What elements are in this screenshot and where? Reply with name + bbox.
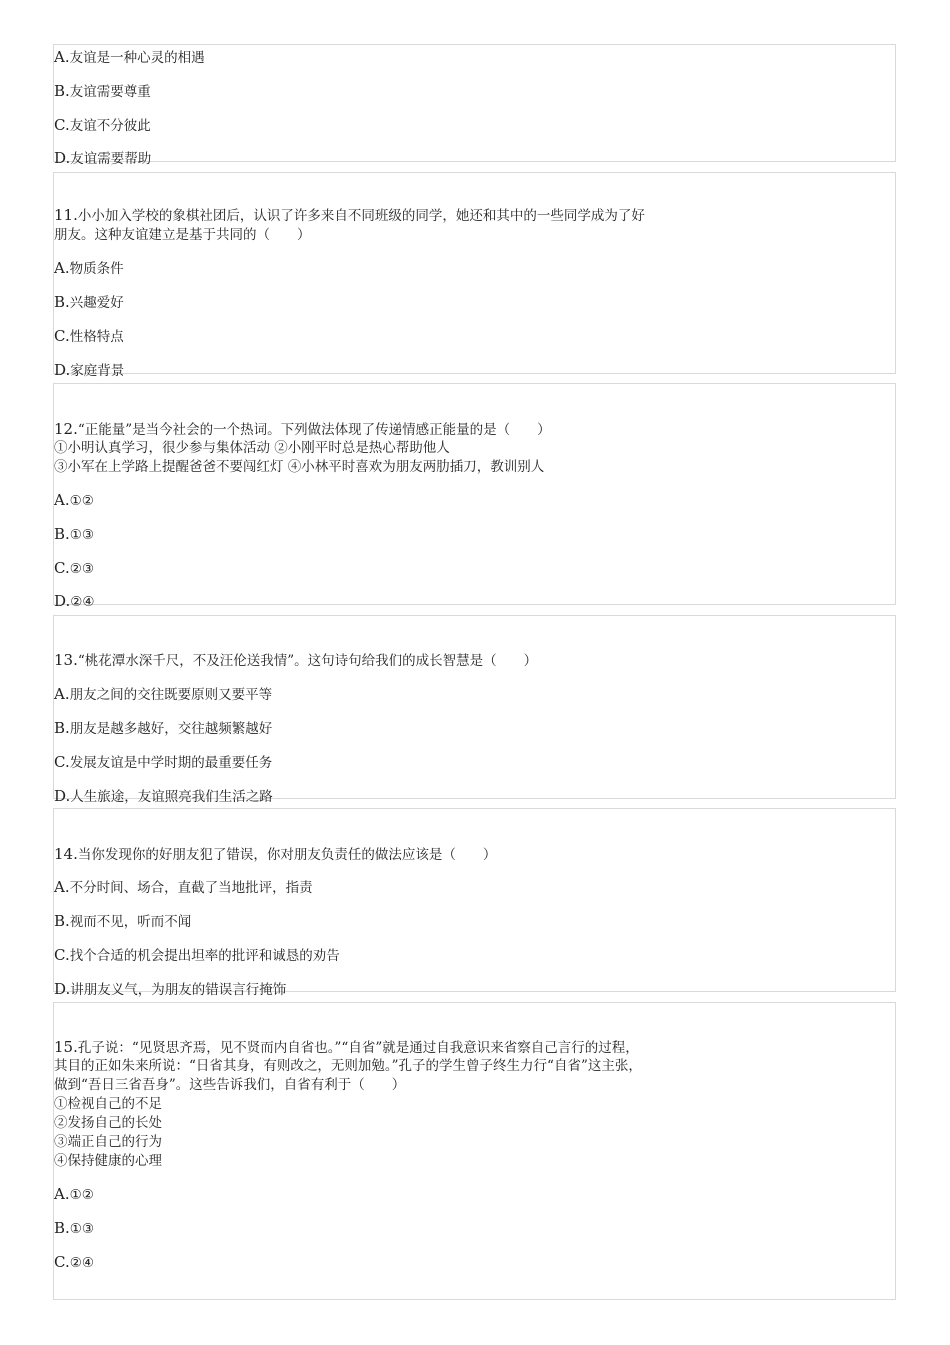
- option-a[interactable]: [54, 878, 313, 897]
- question-text: “桃花潭水深千尺，不及汪伦送我情”。这句诗句给我们的成长智慧是（ ）: [77, 653, 538, 669]
- option-text: 兴趣爱好: [69, 295, 124, 311]
- question-text: “正能量”是当今社会的一个热词。下列做法体现了传递情感正能量的是（ ）: [77, 422, 551, 438]
- option-letter: C.: [54, 753, 70, 771]
- question-stem-line: [54, 845, 496, 864]
- option-b[interactable]: [54, 719, 272, 738]
- question-stem-line: ④保持健康的心理: [54, 1153, 162, 1169]
- option-text: 朋友是越多越好，交往越频繁越好: [69, 721, 273, 737]
- question-number: 11.: [54, 206, 78, 224]
- option-a[interactable]: [54, 491, 94, 510]
- option-letter: B.: [54, 912, 70, 930]
- question-card-10-options: [53, 44, 896, 167]
- option-c[interactable]: [54, 1253, 94, 1272]
- option-letter: A.: [54, 1185, 70, 1203]
- option-text: 不分时间、场合，直截了当地批评，指责: [69, 880, 313, 896]
- option-letter: A.: [54, 491, 70, 509]
- question-card-15: [53, 1002, 896, 1300]
- option-text: 物质条件: [69, 261, 124, 277]
- option-letter: A.: [54, 48, 70, 66]
- option-letter: B.: [54, 1219, 70, 1237]
- question-stem-line: ③小军在上学路上提醒爸爸不要闯红灯 ④小林平时喜欢为朋友两肋插刀，教训别人: [54, 459, 545, 475]
- question-stem-line: ③端正自己的行为: [54, 1134, 162, 1150]
- question-stem-line: [54, 1038, 639, 1057]
- option-text: 友谊是一种心灵的相遇: [69, 50, 205, 66]
- option-d[interactable]: [54, 787, 273, 806]
- question-card-14: [53, 808, 896, 998]
- question-number: 15.: [54, 1038, 78, 1056]
- question-stem-line: [54, 420, 551, 439]
- question-text: 小小加入学校的象棋社团后，认识了许多来自不同班级的同学，她还和其中的一些同学成为了好: [77, 208, 645, 224]
- option-b[interactable]: [54, 912, 191, 931]
- question-number: 14.: [54, 845, 78, 863]
- question-stem-line: [54, 651, 537, 670]
- option-text: 找个合适的机会提出坦率的批评和诚恳的劝告: [69, 948, 340, 964]
- option-text: ①③: [69, 1221, 95, 1237]
- option-text: ①②: [69, 1187, 94, 1203]
- question-card-11: [53, 172, 896, 379]
- option-b[interactable]: [54, 82, 151, 101]
- option-c[interactable]: [54, 116, 151, 135]
- option-text: 友谊不分彼此: [69, 118, 151, 134]
- question-text: 当你发现你的好朋友犯了错误，你对朋友负责任的做法应该是（ ）: [77, 847, 497, 863]
- question-card-12: [53, 383, 896, 610]
- option-letter: C.: [54, 1253, 70, 1271]
- option-c[interactable]: [54, 946, 340, 965]
- option-c[interactable]: [54, 753, 272, 772]
- option-letter: C.: [54, 327, 70, 345]
- option-letter: D.: [54, 361, 71, 379]
- option-letter: D.: [54, 592, 71, 610]
- question-stem-line: 其目的正如朱来所说：“日省其身，有则改之，无则加勉。”孔子的学生曾子终生力行“自省”这主张，: [54, 1058, 642, 1074]
- option-letter: D.: [54, 149, 71, 167]
- option-text: 性格特点: [69, 329, 124, 345]
- option-letter: A.: [54, 878, 70, 896]
- option-text: ②③: [69, 561, 94, 577]
- option-letter: B.: [54, 82, 70, 100]
- question-stem-line: 朋友。这种友谊建立是基于共同的（ ）: [54, 227, 311, 243]
- question-stem-line: 做到“吾日三省吾身”。这些告诉我们，自省有利于（ ）: [54, 1077, 406, 1093]
- option-letter: B.: [54, 719, 70, 737]
- option-letter: B.: [54, 525, 70, 543]
- question-number: 13.: [54, 651, 78, 669]
- option-text: ①②: [69, 493, 94, 509]
- option-c[interactable]: [54, 559, 94, 578]
- option-a[interactable]: [54, 685, 272, 704]
- option-text: ①③: [69, 527, 95, 543]
- question-text: 孔子说：“见贤思齐焉，见不贤而内自省也。”“自省”就是通过自我意识来省察自己言行的过程，: [77, 1040, 639, 1056]
- question-number: 12.: [54, 420, 78, 438]
- option-letter: D.: [54, 980, 71, 998]
- option-d[interactable]: [54, 592, 94, 611]
- question-stem-line: ①检视自己的不足: [54, 1096, 162, 1112]
- option-letter: A.: [54, 259, 70, 277]
- option-letter: A.: [54, 685, 70, 703]
- option-text: 朋友之间的交往既要原则又要平等: [69, 687, 273, 703]
- question-stem-line: [54, 206, 645, 225]
- option-text: ②④: [70, 594, 95, 610]
- question-stem-line: ②发扬自己的长处: [54, 1115, 162, 1131]
- option-text: 人生旅途，友谊照亮我们生活之路: [70, 789, 273, 805]
- option-text: 讲朋友义气，为朋友的错误言行掩饰: [70, 982, 287, 998]
- option-b[interactable]: [54, 1219, 94, 1238]
- option-letter: C.: [54, 946, 70, 964]
- option-d[interactable]: [54, 980, 286, 999]
- option-a[interactable]: [54, 48, 205, 67]
- option-letter: C.: [54, 559, 70, 577]
- option-c[interactable]: [54, 327, 124, 346]
- option-text: 友谊需要尊重: [69, 84, 151, 100]
- option-a[interactable]: [54, 259, 124, 278]
- option-b[interactable]: [54, 525, 94, 544]
- option-letter: C.: [54, 116, 70, 134]
- option-text: 视而不见，听而不闻: [69, 914, 192, 930]
- question-card-13: [53, 615, 896, 805]
- option-text: 发展友谊是中学时期的最重要任务: [69, 755, 273, 771]
- question-stem-line: ①小明认真学习，很少参与集体活动 ②小刚平时总是热心帮助他人: [54, 440, 450, 456]
- option-letter: D.: [54, 787, 71, 805]
- option-text: ②④: [69, 1255, 94, 1271]
- option-d[interactable]: [54, 361, 124, 380]
- option-text: 家庭背景: [70, 363, 125, 379]
- option-d[interactable]: [54, 149, 151, 168]
- option-text: 友谊需要帮助: [70, 151, 152, 167]
- option-letter: B.: [54, 293, 70, 311]
- option-a[interactable]: [54, 1185, 94, 1204]
- option-b[interactable]: [54, 293, 124, 312]
